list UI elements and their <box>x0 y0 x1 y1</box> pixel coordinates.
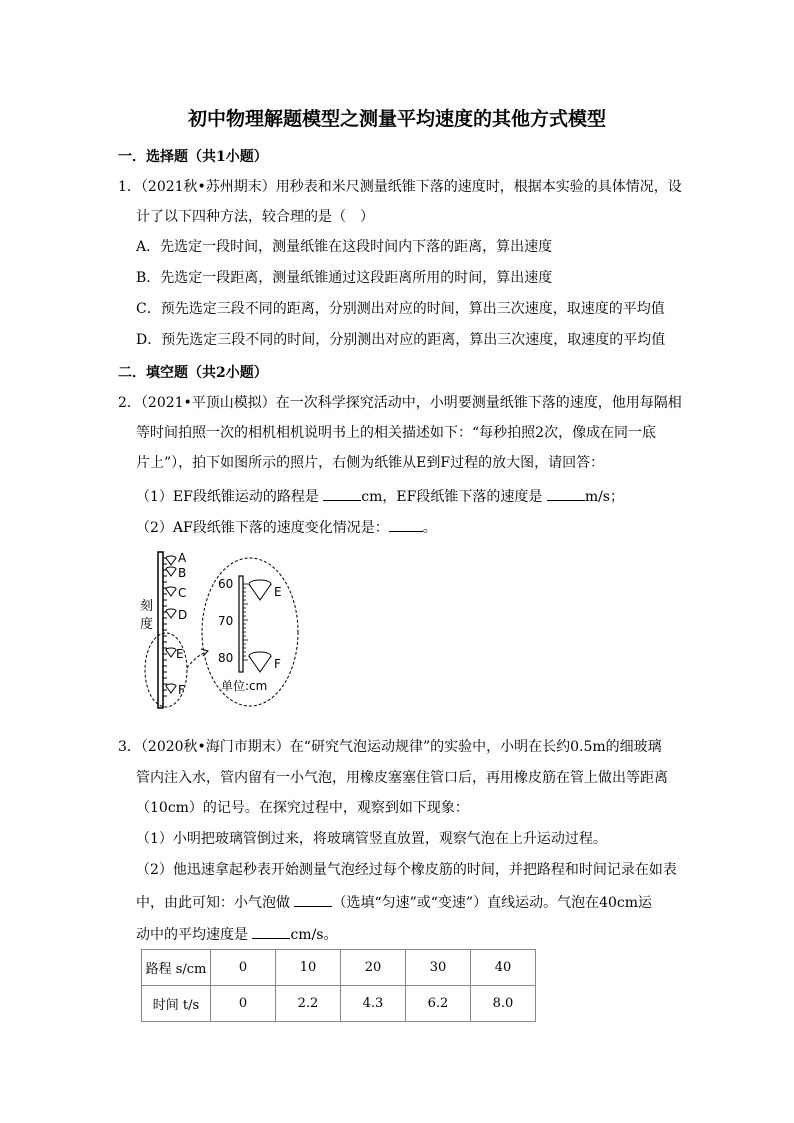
question-3-line-4 <box>136 892 652 913</box>
question-2-sub-1-text-b: cm，EF段纸锥下落的速度是 <box>361 489 543 505</box>
answer-blank <box>252 924 290 939</box>
question-3-line-3: （10cm）的记号。在探究过程中，观察到如下现象： <box>136 800 469 816</box>
section-heading-fill: 二．填空题（共2小题） <box>118 365 268 381</box>
ruler-label-1: 刻 <box>140 599 154 614</box>
answer-blank <box>389 517 423 532</box>
table-cell: 20 <box>341 950 406 986</box>
row-header-time: 时间 t/s <box>142 986 211 1022</box>
table-cell: 40 <box>471 950 536 986</box>
question-2-line-3: 片上”），拍下如图所示的照片，右侧为纸锥从E到F过程的放大图，请回答： <box>136 455 605 471</box>
zoom-tick-80: 80 <box>218 651 234 665</box>
question-3-line-5-text-a: 动中的平均速度是 <box>136 927 248 943</box>
question-2-sub-2 <box>136 517 437 538</box>
point-label-a: A <box>178 551 187 565</box>
table-cell: 10 <box>276 950 341 986</box>
question-3-line-2: 管内注入水，管内留有一小气泡，用橡皮塞塞住管口后，再用橡皮筋在管上做出等距离 <box>136 770 668 786</box>
question-2-sub-2-text-b: 。 <box>422 520 437 536</box>
question-1-option-c: C．预先选定三段不同的距离，分别测出对应的时间，算出三次速度，取速度的平均值 <box>136 301 665 317</box>
question-2-line-2: 等时间拍照一次的相机相机说明书上的相关描述如下：“每秒拍照2次，像成在同一底 <box>136 425 657 441</box>
distance-time-table <box>141 949 536 1022</box>
cone-b <box>166 567 176 576</box>
question-1-option-d: D．预先选定三段不同的时间，分别测出对应的距离，算出三次速度，取速度的平均值 <box>136 332 666 348</box>
cone-a <box>166 556 176 565</box>
cone-e <box>166 648 176 657</box>
question-2-line-1: 2．（2021•平顶山模拟）在一次科学探究活动中，小明要测量纸锥下落的速度，他用每隔相 <box>118 395 682 411</box>
table-row <box>142 950 536 986</box>
cone-c <box>166 587 176 596</box>
ruler <box>158 552 163 708</box>
question-3-sub-2: （2）他迅速拿起秒表开始测量气泡经过每个橡皮筋的时间，并把路程和时间记录在如表 <box>136 862 677 878</box>
question-3-line-4-text-b: （选填“匀速”或“变速”）直线运动。气泡在40cm运 <box>332 895 653 911</box>
point-label-c: C <box>178 586 187 600</box>
question-1-line-2: 计了以下四种方法，较合理的是（ ） <box>136 209 374 225</box>
section-heading-choice: 一．选择题（共1小题） <box>118 149 268 165</box>
page-title: 初中物理解题模型之测量平均速度的其他方式模型 <box>187 108 606 130</box>
question-3-line-5-text-b: cm/s。 <box>290 927 338 943</box>
question-2-sub-1-text-a: （1）EF段纸锥运动的路程是 <box>136 489 319 505</box>
question-1-option-a: A．先选定一段时间，测量纸锥在这段时间内下落的距离，算出速度 <box>136 239 553 255</box>
zoom-ruler-ticks <box>243 584 248 660</box>
zoom-tick-60: 60 <box>218 577 234 591</box>
question-1-line-1: 1．（2021秋•苏州期末）用秒表和米尺测量纸锥下落的速度时，根据本实验的具体情况，设 <box>118 179 682 195</box>
falling-cone-figure <box>138 548 308 720</box>
question-1-option-b: B．先选定一段距离，测量纸锥通过这段距离所用的时间，算出速度 <box>136 270 553 286</box>
answer-blank <box>547 486 585 501</box>
question-2-sub-1-text-c: m/s； <box>584 489 624 505</box>
question-3-line-4-text-a: 中，由此可知：小气泡做 <box>136 895 290 911</box>
table-cell: 6.2 <box>406 986 471 1022</box>
question-2-sub-2-text-a: （2）AF段纸锥下落的速度变化情况是： <box>136 520 389 536</box>
question-3-line-1: 3．（2020秋•海门市期末）在“研究气泡运动规律”的实验中，小明在长约0.5m的细玻璃 <box>118 739 662 755</box>
table-row <box>142 986 536 1022</box>
zoom-cone-e <box>249 580 271 600</box>
cone-f <box>166 684 176 693</box>
question-3-sub-1: （1）小明把玻璃管倒过来，将玻璃管竖直放置，观察气泡在上升运动过程。 <box>136 831 607 847</box>
point-label-e: E <box>176 647 184 661</box>
unit-label: 单位:cm <box>221 679 268 693</box>
table-cell: 0 <box>211 950 276 986</box>
row-header-distance: 路程 s/cm <box>142 950 211 986</box>
cone-d <box>166 609 176 618</box>
answer-blank <box>323 486 361 501</box>
table-cell: 4.3 <box>341 986 406 1022</box>
zoom-tick-70: 70 <box>218 614 234 628</box>
table-cell: 30 <box>406 950 471 986</box>
zoom-arrow <box>187 652 206 668</box>
zoom-point-label-f: F <box>274 657 281 671</box>
point-label-f: F <box>178 683 185 697</box>
question-2-sub-1 <box>136 486 624 507</box>
point-label-b: B <box>178 566 187 580</box>
table-cell: 2.2 <box>276 986 341 1022</box>
zoom-point-label-e: E <box>274 585 282 599</box>
ruler-label-2: 度 <box>140 617 154 632</box>
table-cell: 8.0 <box>471 986 536 1022</box>
table-cell: 0 <box>211 986 276 1022</box>
question-3-line-5 <box>136 924 337 945</box>
zoom-ruler <box>239 576 243 672</box>
point-label-d: D <box>178 608 188 622</box>
zoom-cone-f <box>249 652 271 672</box>
answer-blank <box>294 892 332 907</box>
